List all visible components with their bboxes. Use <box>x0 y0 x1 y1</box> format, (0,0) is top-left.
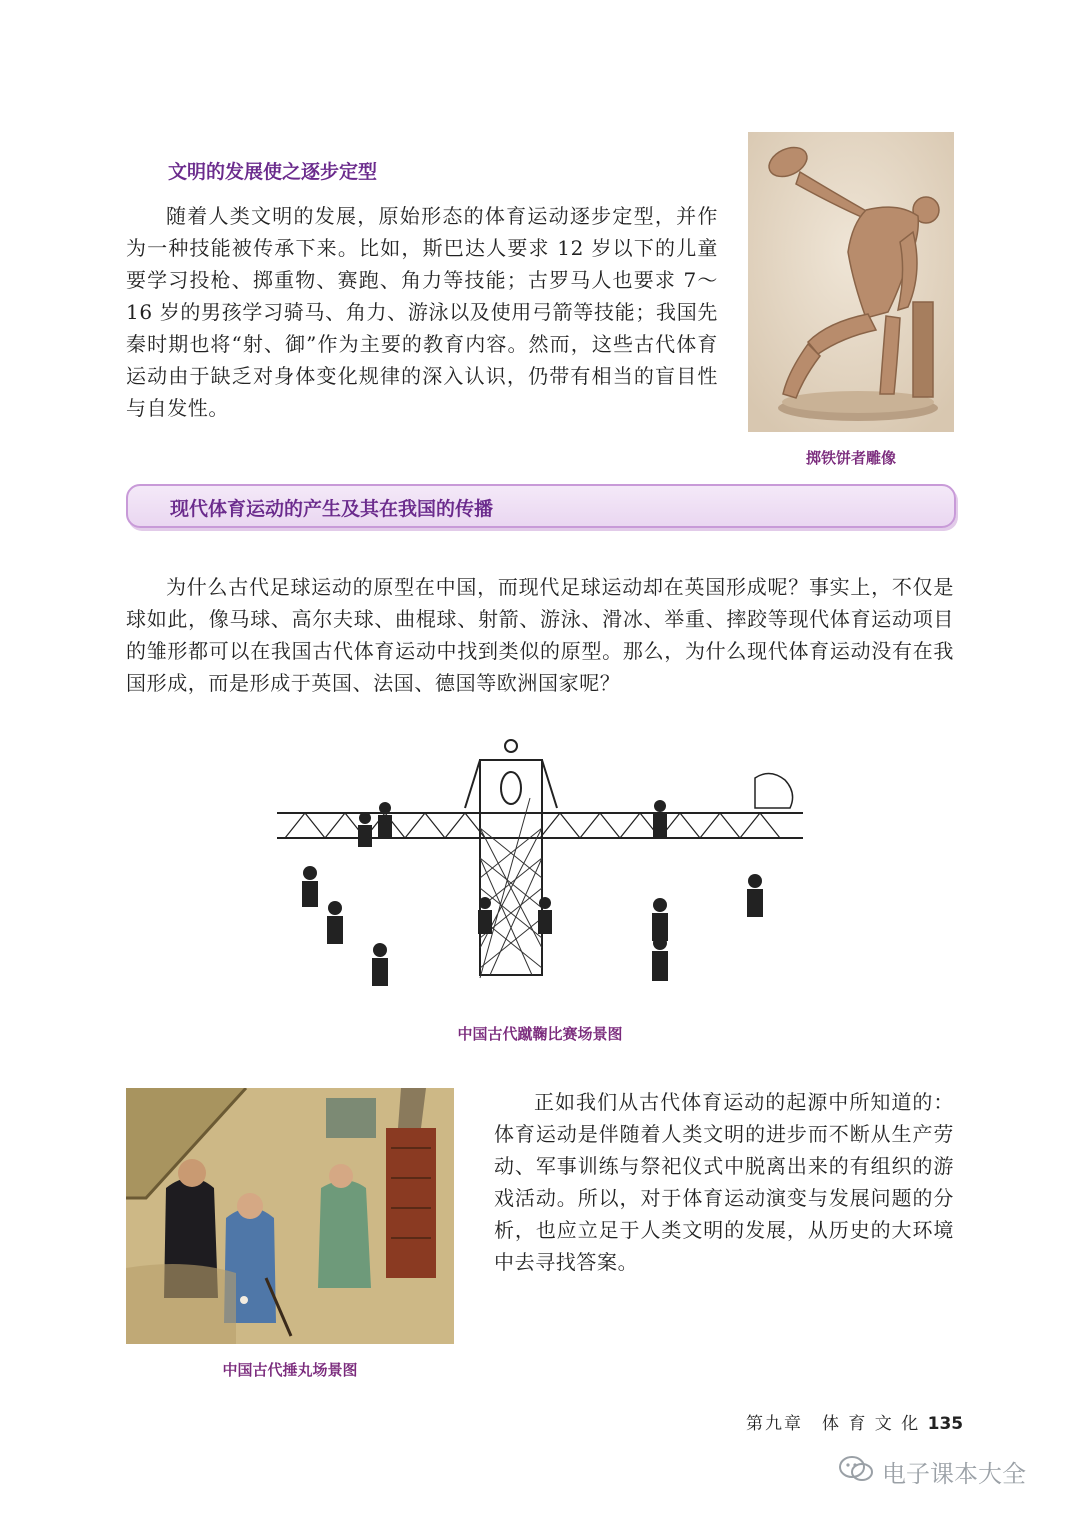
cuju-illustration <box>275 738 805 1006</box>
banner-title: 现代体育运动的产生及其在我国的传播 <box>170 498 494 520</box>
watermark <box>838 1454 1026 1489</box>
section2-paragraph-1 <box>126 571 954 699</box>
chuiwan-caption: 中国古代捶丸场景图 <box>222 1361 358 1379</box>
watermark-text: 电子课本大全 <box>882 1460 1026 1488</box>
paragraph-text: 正如我们从古代体育运动的起源中所知道的：体育运动是伴随着人类文明的进步而不断从生产劳动、军事训练与祭祀仪式中脱离出来的有组织的游戏活动。所以，对于体育运动演变与发展问题的分析，也应立足于人类文明的发展，从历史的大环境中去寻找答案。 <box>494 1090 954 1274</box>
cuju-caption: 中国古代蹴鞠比赛场景图 <box>457 1025 623 1043</box>
chuiwan-image <box>126 1088 454 1344</box>
paragraph-text: 随着人类文明的发展，原始形态的体育运动逐步定型，并作为一种技能被传承下来。比如，斯巴达人要求 12 岁以下的儿童要学习投枪、掷重物、赛跑、角力等技能；古罗马人也要求 7～16 岁的男孩学习骑马、角力、游泳以及使用弓箭等技能；我国先秦时期也将“射、御”作为主要的教育内容。然而，这些古代体育运动由于缺乏对身体变化规律的深入认识，仍带有相当的盲目性与自发性。 <box>126 204 718 420</box>
discus-caption: 掷铁饼者雕像 <box>805 449 896 467</box>
cuju-drawing <box>275 738 805 1006</box>
section1-paragraph <box>126 200 718 424</box>
page-number: 135 <box>927 1414 964 1434</box>
page-footer <box>746 1409 963 1434</box>
chuiwan-painting <box>126 1088 454 1344</box>
discus-thrower-image <box>748 132 954 432</box>
statue-illustration <box>748 132 954 432</box>
wechat-icon <box>838 1455 874 1489</box>
chapter-label: 第九章 体 育 文 化 <box>746 1414 921 1434</box>
section-heading: 文明的发展使之逐步定型 <box>168 161 378 183</box>
section2-paragraph-2 <box>494 1086 954 1278</box>
paragraph-text: 为什么古代足球运动的原型在中国，而现代足球运动却在英国形成呢？事实上，不仅是球如此，像马球、高尔夫球、曲棍球、射箭、游泳、滑冰、举重、摔跤等现代体育运动项目的雏形都可以在我国古代体育运动中找到类似的原型。那么，为什么现代体育运动没有在我国形成，而是形成于英国、法国、德国等欧洲国家呢？ <box>126 575 954 695</box>
section-banner <box>126 484 956 528</box>
